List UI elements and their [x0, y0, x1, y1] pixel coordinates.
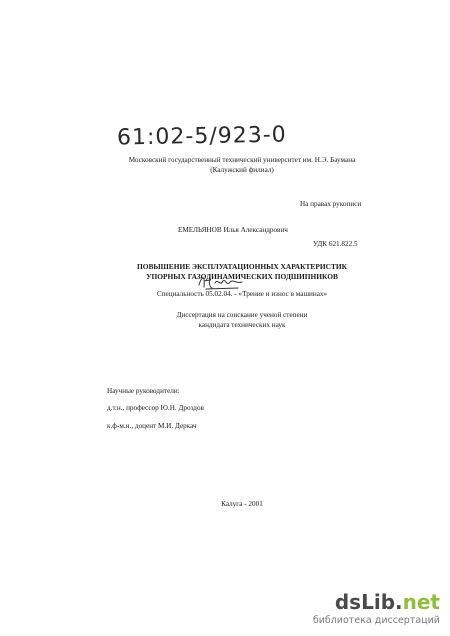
manuscript-note: На правах рукописи — [300, 200, 362, 208]
udc-code: УДК 621.822.5 — [313, 240, 358, 248]
watermark-subtitle: библиотека диссертаций — [312, 615, 440, 626]
dslib-watermark — [313, 592, 440, 626]
logo-dot: . — [395, 590, 403, 614]
logo-lib: Lib — [361, 590, 396, 614]
handwritten-archive-number: 61:02-5/923-0 — [116, 122, 287, 151]
institution-name: Московский государственный технический университет им. Н.Э. Баумана — [128, 156, 356, 164]
dissertation-line-1: Диссертация на соискание ученой степени — [176, 311, 308, 319]
logo-ds: ds — [334, 590, 362, 614]
branch-name: (Калужский филиал) — [210, 166, 274, 174]
place-and-year: Калуга - 2001 — [221, 500, 263, 508]
advisor-1: д.т.н., профессор Ю.Н. Дроздов — [107, 404, 204, 412]
advisor-2: к.ф-м.н., доцент М.И. Деркач — [107, 422, 197, 430]
dissertation-line-2: кандидата технических наук — [198, 321, 286, 329]
specialty: Специальность 05.02.04. - «Трение и износ в машинах» — [156, 290, 328, 298]
dslib-logo — [313, 592, 440, 612]
logo-net: net — [402, 590, 440, 614]
advisors-heading: Научные руководители: — [107, 387, 180, 395]
signature-image — [196, 271, 246, 293]
title-line-1: ПОВЫШЕНИЕ ЭКСПЛУАТАЦИОННЫХ ХАРАКТЕРИСТИК — [136, 262, 347, 271]
author-name: ЕМЕЛЬЯНОВ Илья Александрович — [178, 226, 288, 234]
title-line-2: УПОРНЫХ ГАЗОДИНАМИЧЕСКИХ ПОДШИПНИКОВ — [146, 272, 338, 281]
